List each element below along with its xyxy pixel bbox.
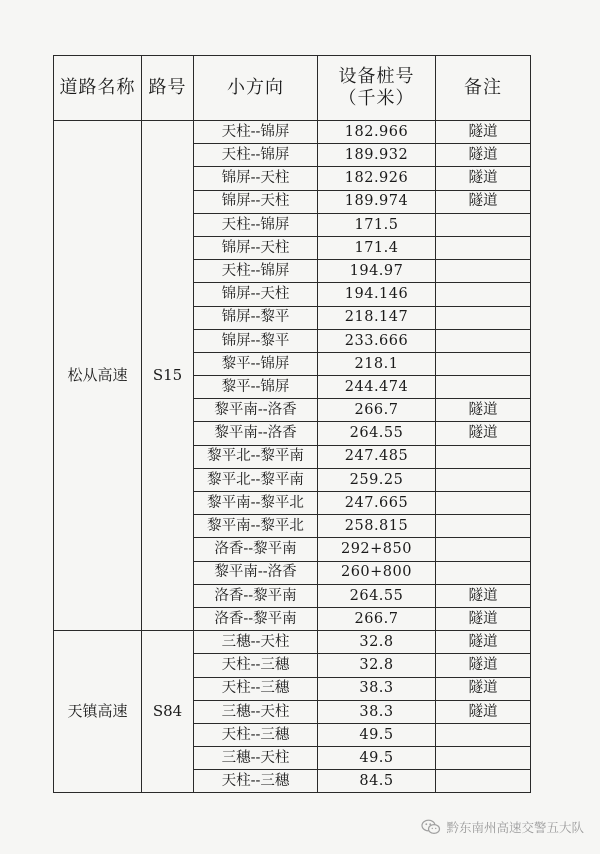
route-no-cell: S84 [142, 631, 194, 793]
direction-cell: 黎平南--黎平北 [194, 515, 318, 538]
road-name-cell: 松从高速 [54, 121, 142, 631]
stake-cell: 260+800 [318, 561, 436, 584]
table-header-row [54, 56, 531, 121]
remark-cell [436, 260, 531, 283]
remark-cell [436, 352, 531, 375]
direction-cell: 三穗--天柱 [194, 747, 318, 770]
stake-cell: 32.8 [318, 654, 436, 677]
remark-cell [436, 236, 531, 259]
stake-cell: 233.666 [318, 329, 436, 352]
stake-cell: 259.25 [318, 468, 436, 491]
stake-cell: 264.55 [318, 584, 436, 607]
stake-cell: 49.5 [318, 747, 436, 770]
remark-cell: 隧道 [436, 700, 531, 723]
stake-cell: 38.3 [318, 700, 436, 723]
stake-cell: 244.474 [318, 376, 436, 399]
remark-cell: 隧道 [436, 607, 531, 630]
direction-cell: 黎平--锦屏 [194, 352, 318, 375]
remark-cell: 隧道 [436, 190, 531, 213]
header-remark: 备注 [436, 56, 531, 121]
direction-cell: 天柱--三穗 [194, 723, 318, 746]
direction-cell: 天柱--三穗 [194, 770, 318, 793]
remark-cell: 隧道 [436, 677, 531, 700]
direction-cell: 三穗--天柱 [194, 700, 318, 723]
remark-cell [436, 306, 531, 329]
table-body [54, 121, 531, 793]
watermark-text: 黔东南州高速交警五大队 [446, 820, 584, 835]
direction-cell: 洛香--黎平南 [194, 607, 318, 630]
table-row [54, 121, 531, 144]
direction-cell: 锦屏--黎平 [194, 329, 318, 352]
direction-cell: 天柱--锦屏 [194, 213, 318, 236]
remark-cell [436, 538, 531, 561]
direction-cell: 锦屏--天柱 [194, 236, 318, 259]
wechat-icon [421, 819, 441, 835]
direction-cell: 黎平南--黎平北 [194, 492, 318, 515]
stake-cell: 247.485 [318, 445, 436, 468]
header-route-no: 路号 [142, 56, 194, 121]
direction-cell: 洛香--黎平南 [194, 584, 318, 607]
stake-cell: 171.5 [318, 213, 436, 236]
remark-cell [436, 492, 531, 515]
direction-cell: 黎平--锦屏 [194, 376, 318, 399]
direction-cell: 锦屏--天柱 [194, 167, 318, 190]
header-road-name: 道路名称 [54, 56, 142, 121]
direction-cell: 天柱--锦屏 [194, 144, 318, 167]
stake-cell: 171.4 [318, 236, 436, 259]
direction-cell: 黎平北--黎平南 [194, 445, 318, 468]
stake-cell: 189.932 [318, 144, 436, 167]
direction-cell: 黎平北--黎平南 [194, 468, 318, 491]
remark-cell [436, 723, 531, 746]
remark-cell: 隧道 [436, 631, 531, 654]
stake-cell: 189.974 [318, 190, 436, 213]
stake-cell: 32.8 [318, 631, 436, 654]
stake-cell: 218.147 [318, 306, 436, 329]
remark-cell [436, 376, 531, 399]
stake-cell: 182.966 [318, 121, 436, 144]
direction-cell: 黎平南--洛香 [194, 399, 318, 422]
remark-cell: 隧道 [436, 422, 531, 445]
stake-cell: 84.5 [318, 770, 436, 793]
remark-cell [436, 213, 531, 236]
route-no-cell: S15 [142, 121, 194, 631]
direction-cell: 天柱--三穗 [194, 654, 318, 677]
direction-cell: 洛香--黎平南 [194, 538, 318, 561]
stake-cell: 49.5 [318, 723, 436, 746]
road-name-cell: 天镇高速 [54, 631, 142, 793]
remark-cell [436, 329, 531, 352]
remark-cell [436, 747, 531, 770]
stake-cell: 218.1 [318, 352, 436, 375]
header-stake [318, 56, 436, 121]
header-stake-line2: （千米） [338, 88, 415, 109]
direction-cell: 黎平南--洛香 [194, 422, 318, 445]
remark-cell [436, 468, 531, 491]
remark-cell: 隧道 [436, 121, 531, 144]
remark-cell [436, 770, 531, 793]
remark-cell [436, 283, 531, 306]
stake-cell: 194.146 [318, 283, 436, 306]
remark-cell: 隧道 [436, 584, 531, 607]
stake-cell: 264.55 [318, 422, 436, 445]
direction-cell: 天柱--锦屏 [194, 260, 318, 283]
header-stake-line1: 设备桩号 [338, 65, 415, 87]
remark-cell: 隧道 [436, 167, 531, 190]
remark-cell: 隧道 [436, 654, 531, 677]
remark-cell: 隧道 [436, 399, 531, 422]
direction-cell: 锦屏--黎平 [194, 306, 318, 329]
stake-cell: 247.665 [318, 492, 436, 515]
direction-cell: 三穗--天柱 [194, 631, 318, 654]
stake-cell: 266.7 [318, 399, 436, 422]
header-direction: 小方向 [194, 56, 318, 121]
stake-cell: 266.7 [318, 607, 436, 630]
watermark [421, 818, 584, 836]
remark-cell [436, 445, 531, 468]
remark-cell: 隧道 [436, 144, 531, 167]
direction-cell: 黎平南--洛香 [194, 561, 318, 584]
stake-cell: 258.815 [318, 515, 436, 538]
remark-cell [436, 561, 531, 584]
direction-cell: 锦屏--天柱 [194, 190, 318, 213]
table-row [54, 631, 531, 654]
direction-cell: 锦屏--天柱 [194, 283, 318, 306]
stake-cell: 292+850 [318, 538, 436, 561]
direction-cell: 天柱--三穗 [194, 677, 318, 700]
direction-cell: 天柱--锦屏 [194, 121, 318, 144]
remark-cell [436, 515, 531, 538]
stake-cell: 182.926 [318, 167, 436, 190]
stake-table [53, 55, 531, 793]
stake-cell: 194.97 [318, 260, 436, 283]
stake-cell: 38.3 [318, 677, 436, 700]
